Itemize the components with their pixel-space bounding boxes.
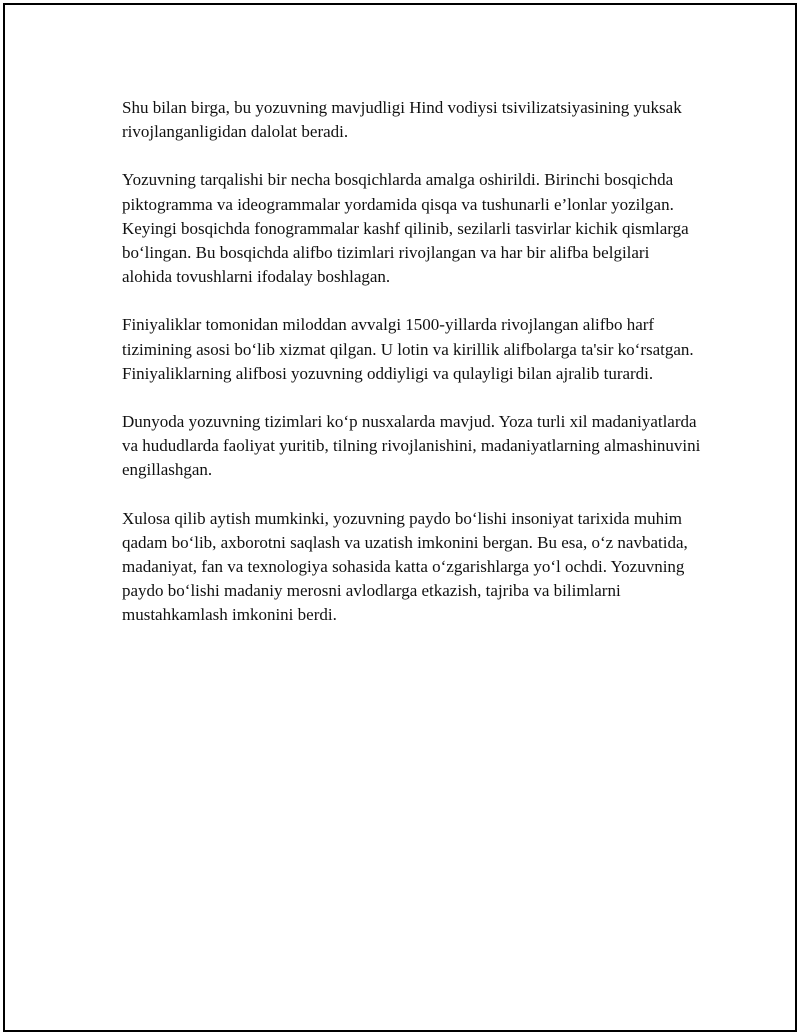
paragraph-3: Finiyaliklar tomonidan miloddan avvalgi 1500-yillarda rivojlangan alifbo harf tizimining asosi bo‘lib xizmat qilgan. U lotin va kirillik alifbolarga ta'sir ko‘rsatgan. Finiyaliklarning alifbosi yozuvning oddiyligi va qulayligi bilan ajralib turardi.	[122, 315, 694, 383]
paragraph-1: Shu bilan birga, bu yozuvning mavjudligi Hind vodiysi tsivilizatsiyasining yuksak rivojlanganligidan dalolat beradi.	[122, 98, 682, 142]
paragraph-5: Xulosa qilib aytish mumkinki, yozuvning paydo bo‘lishi insoniyat tarixida muhim qadam bo‘lib, axborotni saqlash va uzatish imkonini bergan. Bu esa, o‘z navbatida, madaniyat, fan va texnologiya sohasida katta o‘zgarishlarga yo‘l ochdi. Yozuvning paydo bo‘lishi madaniy merosni avlodlarga etkazish, tajriba va bilimlarni mustahkamlash imkonini berdi.	[122, 508, 688, 625]
document-body	[122, 96, 702, 652]
paragraph-2: Yozuvning tarqalishi bir necha bosqichlarda amalga oshirildi. Birinchi bosqichda piktogramma va ideogrammalar yordamida qisqa va tushunarli e’lonlar yozilgan. Keyingi bosqichda fonogrammalar kashf qilinib, sezilarli tasvirlar kichik qismlarga bo‘lingan. Bu bosqichda alifbo tizimlari rivojlangan va har bir alifba belgilari alohida tovushlarni ifodalay boshlagan.	[122, 170, 689, 287]
document-page	[3, 3, 797, 1032]
paragraph-4: Dunyoda yozuvning tizimlari ko‘p nusxalarda mavjud. Yoza turli xil madaniyatlarda va hududlarda faoliyat yuritib, tilning rivojlanishini, madaniyatlarning almashinuvini engillashgan.	[122, 412, 701, 480]
